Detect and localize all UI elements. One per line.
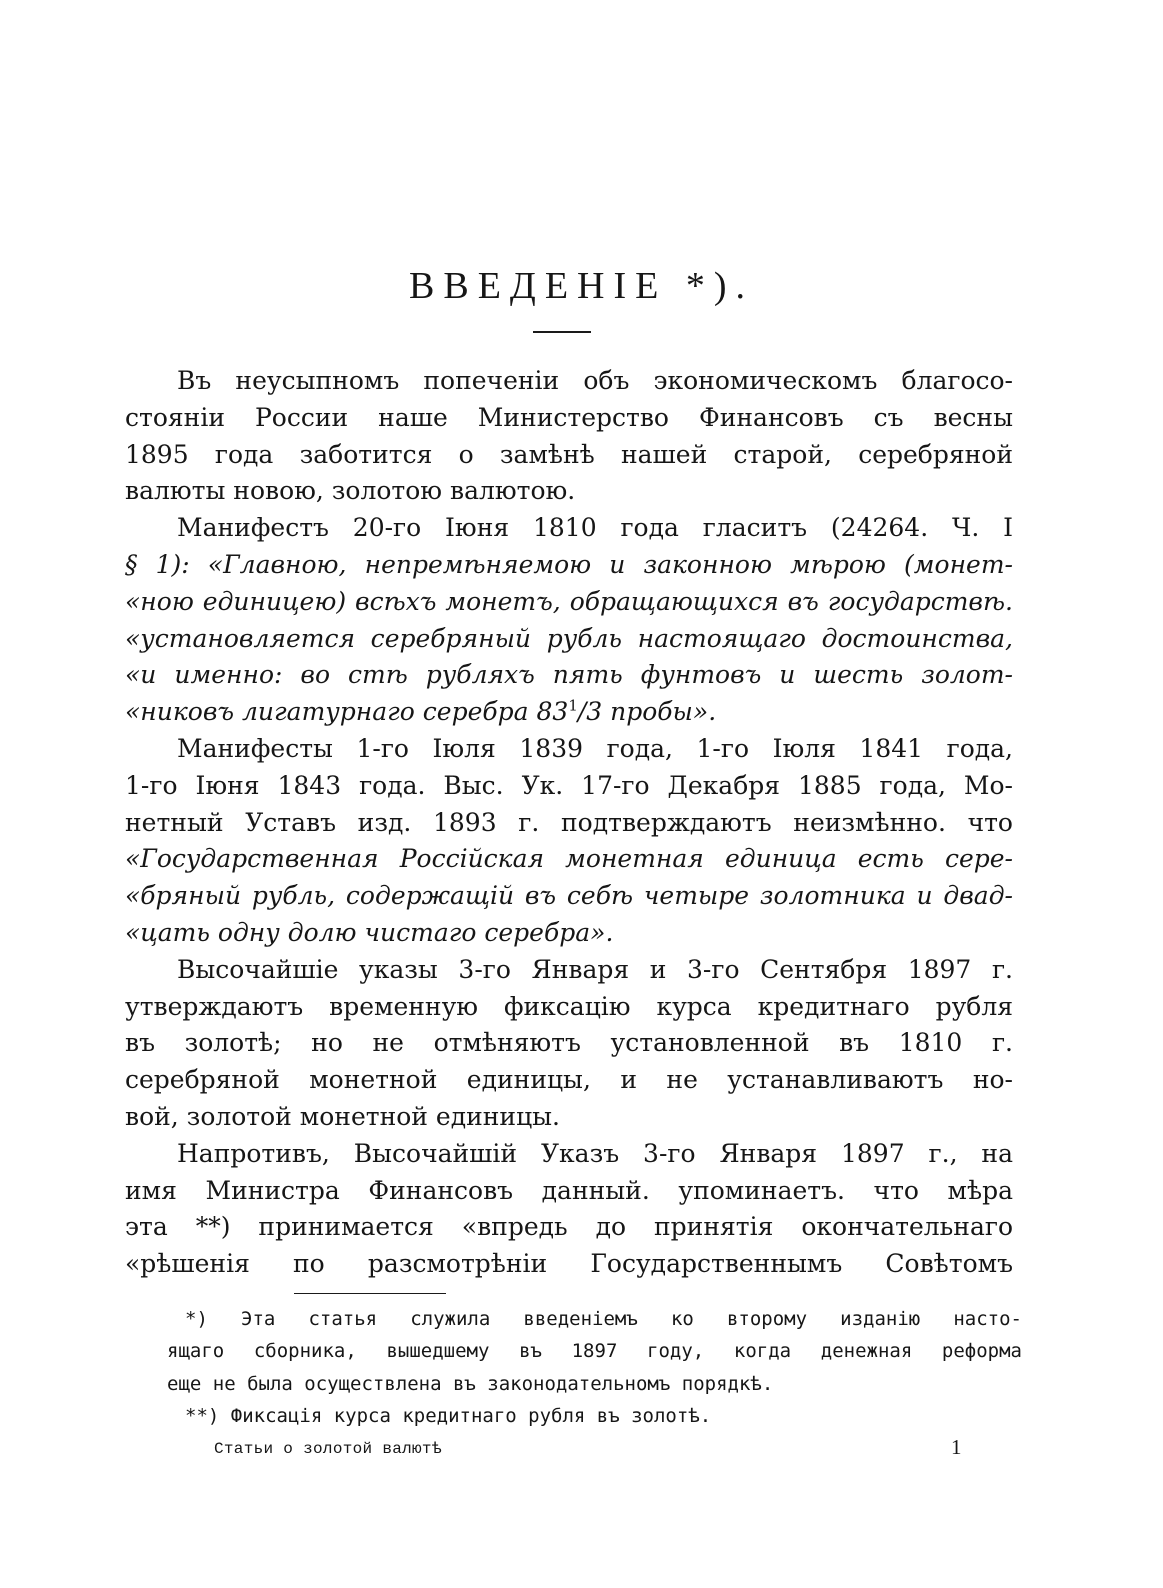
text-line: 1-го Іюня 1843 года. Выс. Ук. 17-го Декабря 1885 года, Мо- (125, 770, 1013, 800)
text-line: § 1): «Главною, непремѣняемою и законною мѣрою (монет- (125, 549, 1013, 579)
chapter-title: ВВЕДЕНІЕ *). (409, 265, 754, 307)
text-line: «цать одну долю чистаго серебра». (125, 917, 614, 947)
page-number: 1 (951, 1435, 962, 1459)
footnote-rule (294, 1293, 446, 1294)
text-line: «рѣшенія по разсмотрѣніи Государственнымъ Совѣтомъ (125, 1249, 1013, 1279)
text-line: имя Министра Финансовъ данный. упоминаетъ. что мѣра (125, 1175, 1013, 1205)
text-line: 1895 года заботится о замѣнѣ нашей старой, серебряной (125, 439, 1013, 469)
quote-fragment: /3 пробы». (577, 697, 717, 727)
footnote-line: еще не была осуществлена въ законодательномъ порядкѣ. (167, 1372, 774, 1395)
text-line: Напротивъ, Высочайшій Указъ 3-го Января 1897 г., на (177, 1138, 1013, 1168)
text-line (125, 694, 1013, 731)
text-line: «Государственная Россійская монетная единица есть сере- (125, 844, 1013, 874)
text-line: «и именно: во стѣ рубляхъ пять фунтовъ и шесть золот- (125, 660, 1013, 690)
text-line: въ золотѣ; но не отмѣняютъ установленной въ 1810 г. (125, 1028, 1013, 1058)
quote-fragment: «никовъ лигатурнаго серебра 83 (125, 697, 569, 727)
text-line: Въ неусыпномъ попеченіи объ экономическомъ благосо- (177, 366, 1013, 395)
text-line: «установляется серебряный рубль настоящаго достоинства, (125, 623, 1013, 653)
superscript-numeral: 1 (568, 696, 578, 715)
text-line: «ною единицею) всѣхъ монетъ, обращающихся въ государствѣ. (125, 586, 1013, 616)
text-line: Высочайшіе указы 3-го Января и 3-го Сентября 1897 г. (177, 954, 1013, 984)
text-line: «бряный рубль, содержащій въ себѣ четыре золотника и двад- (125, 881, 1013, 911)
footnote-line: *) Эта статья служила введеніемъ ко второму изданію насто- (185, 1308, 1022, 1330)
text-line: Манифестъ 20-го Іюня 1810 года гласитъ (24264. Ч. I (177, 513, 1013, 543)
text-line: утверждаютъ временную фиксацію курса кредитнаго рубля (125, 991, 1013, 1021)
text-line: серебряной монетной единицы, и не устанавливаютъ но- (125, 1065, 1013, 1095)
text-line: стояніи России наше Министерство Финансовъ съ весны (125, 402, 1013, 432)
text-line: нетный Уставъ изд. 1893 г. подтверждаютъ неизмѣнно. что (125, 807, 1013, 837)
text-line: валюты новою, золотою валютою. (125, 476, 576, 506)
footnote-line: ящаго сборника, вышедшему въ 1897 году, когда денежная реформа (167, 1340, 1022, 1363)
footnote-line: **) Фиксація курса кредитнаго рубля въ золотѣ. (185, 1404, 712, 1427)
text-line: эта **) принимается «впредь до принятія окончательнаго (125, 1212, 1013, 1242)
footnotes (167, 1303, 1022, 1432)
text-line: Манифесты 1-го Іюля 1839 года, 1-го Іюля 1841 года, (177, 733, 1013, 763)
body-text (125, 363, 1013, 1283)
text-line: вой, золотой монетной единицы. (125, 1101, 560, 1131)
title-rule (533, 331, 591, 333)
running-title: Статьи о золотой валютѣ (214, 1440, 442, 1458)
